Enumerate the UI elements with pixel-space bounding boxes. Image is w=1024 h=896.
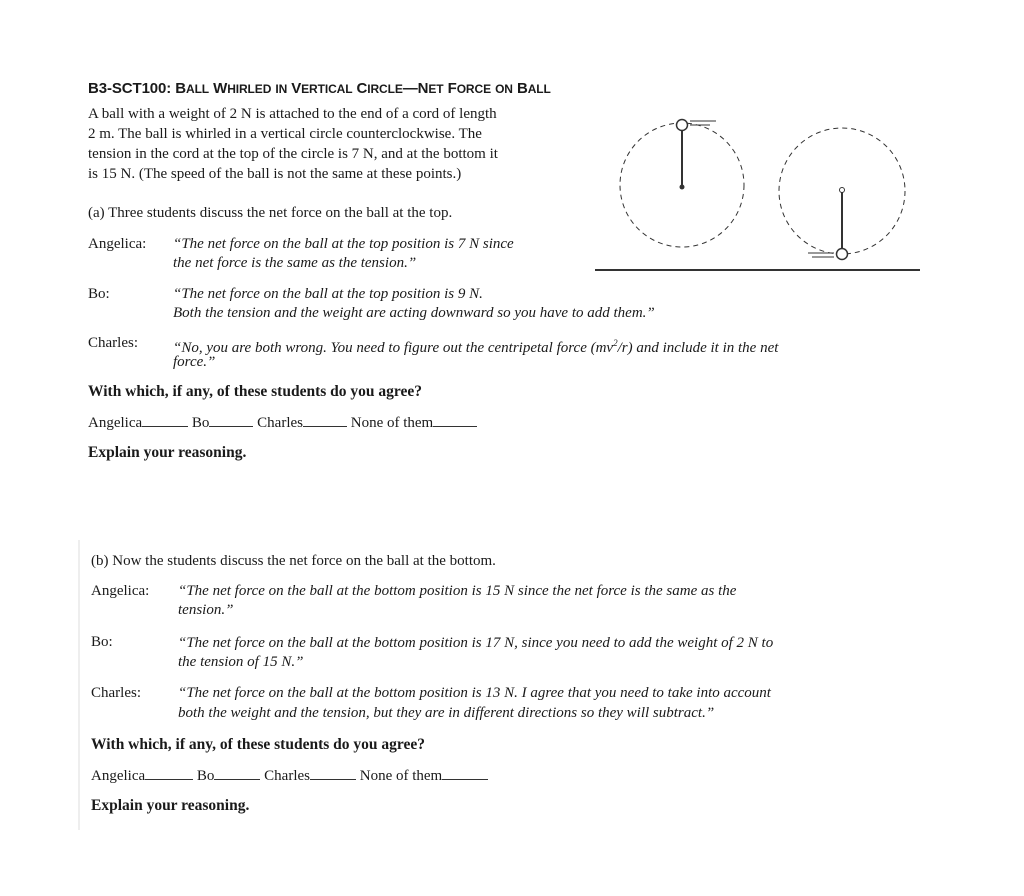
title-word: W [213, 80, 228, 97]
part-b-explain: Explain your reasoning. [91, 797, 250, 814]
part-b-choices [91, 767, 488, 785]
part-b-question: With which, if any, of these students do you agree? [91, 736, 425, 753]
choice-label: Angelica [88, 415, 143, 431]
title-code: B3-SCT100: [88, 80, 172, 97]
part-a-explain: Explain your reasoning. [88, 444, 247, 461]
part-a-bo-quote-line1: “The net force on the ball at the top position is 9 N. [173, 286, 483, 302]
scan-edge [78, 540, 80, 830]
part-a-choices [88, 414, 477, 432]
part-a-charles-quote-line2: force.” [173, 354, 216, 370]
answer-blank-charles[interactable] [310, 767, 356, 780]
part-b-charles-quote-line2: both the weight and the tension, but they are in different directions so they will subtract.” [178, 705, 715, 721]
choice-label: None of them [350, 415, 434, 431]
answer-blank-none[interactable] [433, 414, 477, 427]
title-word: F [447, 80, 457, 97]
part-a-charles-quote-line1 [173, 334, 778, 358]
answer-blank-bo[interactable] [209, 414, 253, 427]
part-a-bo-quote-line2: Both the tension and the weight are acting downward so you have to add them.” [173, 305, 655, 321]
problem-title [88, 80, 551, 97]
answer-blank-bo[interactable] [214, 767, 260, 780]
title-word: IRCLE [367, 82, 403, 96]
title-word: C [356, 80, 368, 97]
part-a-prompt: (a) Three students discuss the net force on the ball at the top. [88, 205, 453, 221]
part-b-angelica-quote-line2: tension.” [178, 602, 234, 618]
part-b-bo-name: Bo: [91, 634, 113, 650]
intro-line: is 15 N. (The speed of the ball is not the same at these points.) [88, 166, 462, 182]
right-pivot [840, 188, 845, 193]
part-a-question: With which, if any, of these students do you agree? [88, 383, 422, 400]
part-b-charles-quote-line1: “The net force on the ball at the bottom position is 13 N. I agree that you need to take into account [178, 685, 771, 701]
charles-quote-text: /r) and include it in the net [617, 340, 779, 356]
intro-line: tension in the cord at the top of the circle is 7 N, and at the bottom it [88, 146, 498, 162]
answer-blank-charles[interactable] [303, 414, 347, 427]
vertical-circle-diagram [590, 110, 920, 280]
part-b-bo-quote-line2: the tension of 15 N.” [178, 654, 304, 670]
part-b-angelica-quote-line1: “The net force on the ball at the bottom position is 15 N since the net force is the same as the [178, 583, 737, 599]
title-word: ERTICAL [301, 82, 353, 96]
part-b-bo-quote-line1: “The net force on the ball at the bottom position is 17 N, since you need to add the weight of 2 N to [178, 635, 774, 651]
choice-label: None of them [359, 768, 443, 784]
part-a-angelica-quote-line1: “The net force on the ball at the top position is 7 N since [173, 236, 514, 252]
title-word: ALL [527, 82, 551, 96]
title-word: IN [275, 82, 288, 96]
choice-label: Charles [264, 768, 310, 784]
title-word: B [175, 80, 187, 97]
superscript: 2 [613, 338, 618, 348]
choice-label: Charles [257, 415, 303, 431]
charles-quote-text: “No, you are both wrong. You need to figure out the centripetal force (mv [173, 340, 614, 356]
part-a-bo-name: Bo: [88, 286, 110, 302]
answer-blank-angelica[interactable] [145, 767, 193, 780]
title-word: —N [402, 80, 429, 97]
right-ball [837, 249, 848, 260]
choice-label: Bo [191, 415, 210, 431]
intro-line: A ball with a weight of 2 N is attached to the end of a cord of length [88, 106, 497, 122]
answer-blank-none[interactable] [442, 767, 488, 780]
part-a-angelica-name: Angelica: [88, 236, 147, 252]
title-word: ALL [186, 82, 210, 96]
part-b-angelica-name: Angelica: [91, 583, 150, 599]
part-b-charles-name: Charles: [91, 685, 141, 701]
title-word: ON [495, 82, 513, 96]
choice-label: Bo [196, 768, 215, 784]
left-pivot [680, 185, 685, 190]
choice-label: Angelica [91, 768, 146, 784]
part-a-angelica-quote-line2: the net force is the same as the tension.” [173, 255, 417, 271]
title-word: V [291, 80, 302, 97]
title-word: ORCE [456, 82, 491, 96]
title-word: B [516, 80, 528, 97]
intro-line: 2 m. The ball is whirled in a vertical circle counterclockwise. The [88, 126, 482, 142]
part-a-charles-name: Charles: [88, 335, 138, 351]
title-word: ET [428, 82, 444, 96]
title-word: HIRLED [227, 82, 272, 96]
answer-blank-angelica[interactable] [142, 414, 188, 427]
part-b-prompt: (b) Now the students discuss the net force on the ball at the bottom. [91, 553, 496, 569]
left-ball [677, 120, 688, 131]
